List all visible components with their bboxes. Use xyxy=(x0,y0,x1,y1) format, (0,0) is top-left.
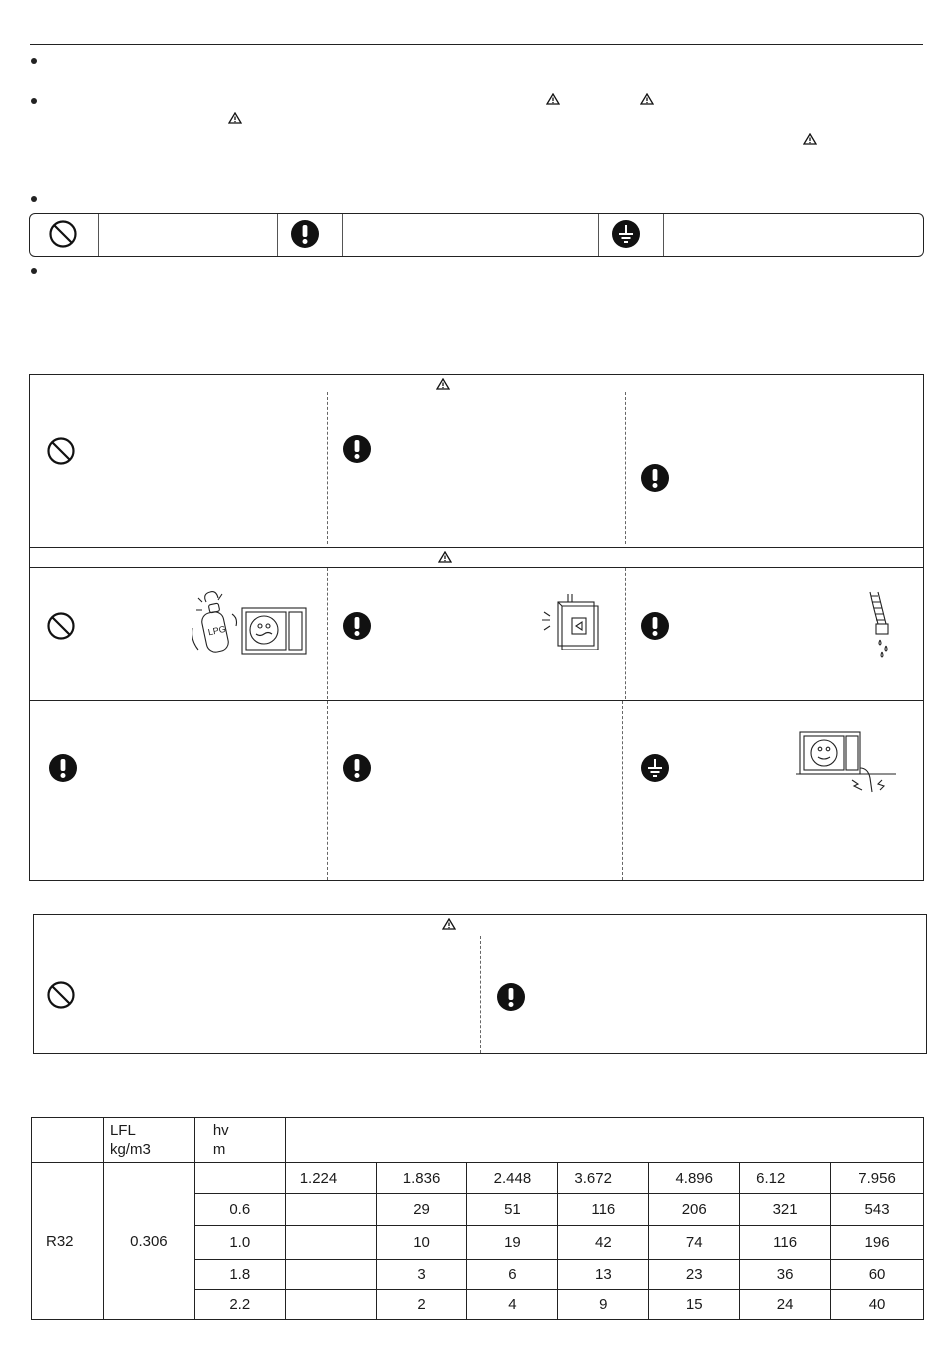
ground-icon xyxy=(640,753,670,783)
charge-header: 6.12 xyxy=(740,1163,831,1194)
exclamation-icon xyxy=(48,753,78,783)
table-cell: 2 xyxy=(376,1290,467,1320)
table-cell: 36 xyxy=(740,1260,831,1290)
lpg-cylinder-illustration xyxy=(192,588,310,658)
ground-icon xyxy=(611,219,641,249)
lfl-unit: kg/m3 xyxy=(109,1141,151,1158)
table-corner-cell xyxy=(32,1118,104,1163)
hv-unit: m xyxy=(212,1141,226,1158)
table-cell: 15 xyxy=(649,1290,740,1320)
exclamation-icon xyxy=(342,434,372,464)
table-cell: 543 xyxy=(831,1194,924,1226)
lfl-label: LFL xyxy=(109,1122,136,1139)
table-cell xyxy=(285,1290,376,1320)
table-cell: 206 xyxy=(649,1194,740,1226)
warning-section xyxy=(29,374,924,881)
exclamation-icon xyxy=(342,611,372,641)
exclamation-icon xyxy=(640,611,670,641)
refrigerant-cell: R32 xyxy=(32,1163,104,1320)
charge-header: 2.448 xyxy=(467,1163,558,1194)
refrigerant-area-table xyxy=(31,1117,924,1320)
warning-triangle-icon xyxy=(546,93,560,105)
hv-header xyxy=(194,1118,285,1163)
prohibition-icon xyxy=(46,980,76,1010)
symbol-legend xyxy=(29,213,924,257)
table-cell: 9 xyxy=(558,1290,649,1320)
warning-triangle-icon xyxy=(442,918,456,930)
hv-value: 0.6 xyxy=(194,1194,285,1226)
table-cell: 10 xyxy=(376,1226,467,1260)
table-blank-header xyxy=(285,1118,923,1163)
hv-value: 1.0 xyxy=(194,1226,285,1260)
prohibition-icon xyxy=(48,219,78,249)
bullet xyxy=(31,58,37,64)
table-cell: 40 xyxy=(831,1290,924,1320)
table-cell: 13 xyxy=(558,1260,649,1290)
header-rule xyxy=(30,44,923,45)
bullet xyxy=(31,98,37,104)
table-cell: 60 xyxy=(831,1260,924,1290)
prohibition-icon xyxy=(46,436,76,466)
lfl-value-cell: 0.306 xyxy=(103,1163,194,1320)
charge-header: 4.896 xyxy=(649,1163,740,1194)
charge-header: 3.672 xyxy=(558,1163,649,1194)
bullet xyxy=(31,268,37,274)
table-cell: 74 xyxy=(649,1226,740,1260)
table-cell: 196 xyxy=(831,1226,924,1260)
warning-triangle-icon xyxy=(438,551,452,563)
table-cell: 23 xyxy=(649,1260,740,1290)
charge-header: 7.956 xyxy=(831,1163,924,1194)
warning-triangle-icon xyxy=(436,378,450,390)
table-cell: 116 xyxy=(740,1226,831,1260)
table-cell: 116 xyxy=(558,1194,649,1226)
hv-value: 2.2 xyxy=(194,1290,285,1320)
table-cell: 6 xyxy=(467,1260,558,1290)
grounded-unit-illustration xyxy=(796,728,900,794)
hv-value: 1.8 xyxy=(194,1260,285,1290)
warning-triangle-icon xyxy=(803,133,817,145)
exclamation-icon xyxy=(496,982,526,1012)
exclamation-icon xyxy=(342,753,372,783)
bullet xyxy=(31,196,37,202)
table-cell xyxy=(285,1226,376,1260)
warning-triangle-icon xyxy=(640,93,654,105)
table-cell: 4 xyxy=(467,1290,558,1320)
table-cell: 24 xyxy=(740,1290,831,1320)
table-cell: 3 xyxy=(376,1260,467,1290)
charge-header: 1.836 xyxy=(376,1163,467,1194)
hv-label: hv xyxy=(212,1122,229,1139)
lfl-header xyxy=(103,1118,194,1163)
table-cell xyxy=(194,1163,285,1194)
table-cell: 19 xyxy=(467,1226,558,1260)
exclamation-icon xyxy=(290,219,320,249)
table-cell: 29 xyxy=(376,1194,467,1226)
table-cell: 42 xyxy=(558,1226,649,1260)
table-cell: 51 xyxy=(467,1194,558,1226)
charge-header: 1.224 xyxy=(285,1163,376,1194)
exclamation-icon xyxy=(640,463,670,493)
prohibition-icon xyxy=(46,611,76,641)
warning-triangle-icon xyxy=(228,112,242,124)
table-cell: 321 xyxy=(740,1194,831,1226)
drain-hose-illustration xyxy=(864,590,898,666)
breaker-box-illustration xyxy=(540,592,600,650)
table-cell xyxy=(285,1260,376,1290)
table-cell xyxy=(285,1194,376,1226)
lpg-label: LPG xyxy=(206,623,227,638)
